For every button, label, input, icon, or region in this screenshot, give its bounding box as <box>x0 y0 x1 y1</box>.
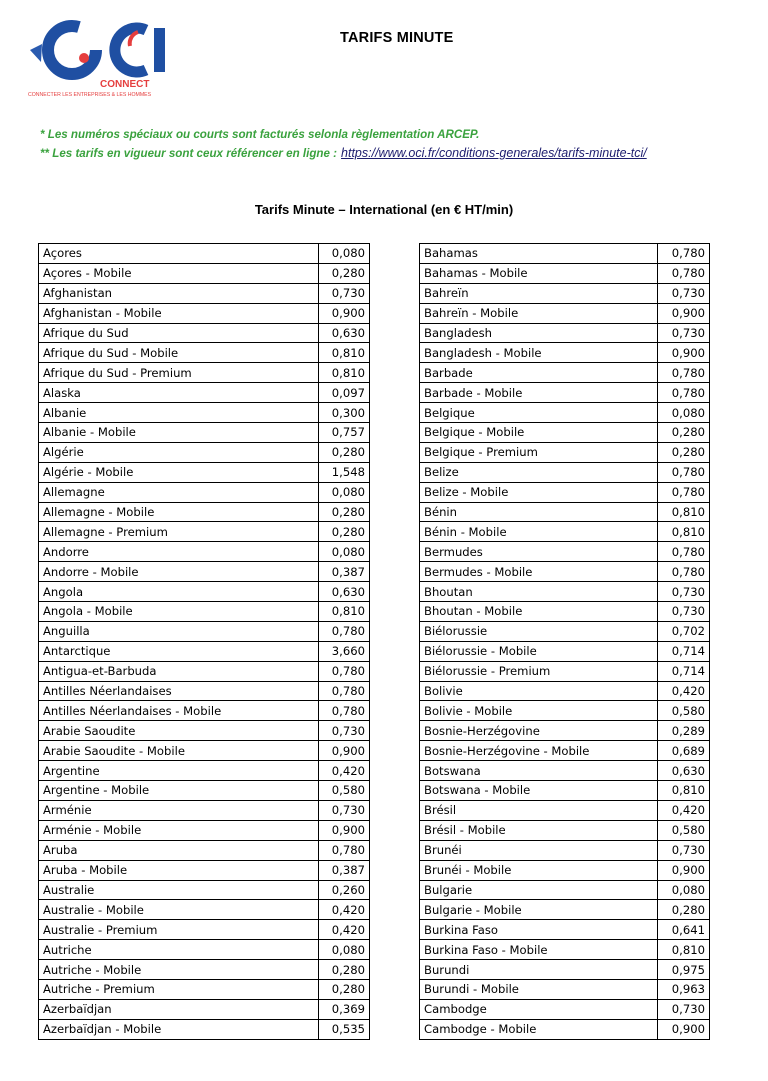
rate-cell: 0,730 <box>658 602 710 622</box>
table-row <box>420 900 710 920</box>
rate-cell: 0,780 <box>658 363 710 383</box>
table-row <box>420 781 710 801</box>
rate-cell: 0,780 <box>658 542 710 562</box>
rate-cell: 0,730 <box>658 582 710 602</box>
country-cell: Andorre - Mobile <box>39 562 319 582</box>
oci-connect-logo <box>26 16 171 102</box>
table-row <box>39 482 370 502</box>
country-cell: Bahreïn <box>420 283 658 303</box>
country-cell: Angola - Mobile <box>39 602 319 622</box>
rate-cell: 0,780 <box>319 681 370 701</box>
country-cell: Burundi <box>420 960 658 980</box>
country-cell: Bulgarie <box>420 880 658 900</box>
country-cell: Bermudes <box>420 542 658 562</box>
rate-cell: 0,080 <box>319 940 370 960</box>
rate-cell: 0,730 <box>658 840 710 860</box>
country-cell: Algérie <box>39 442 319 462</box>
country-cell: Albanie - Mobile <box>39 423 319 443</box>
table-row <box>420 403 710 423</box>
rate-cell: 0,810 <box>658 940 710 960</box>
country-cell: Brunéi <box>420 840 658 860</box>
rate-cell: 0,780 <box>658 462 710 482</box>
country-cell: Autriche - Mobile <box>39 960 319 980</box>
table-row <box>420 363 710 383</box>
rate-cell: 0,780 <box>319 621 370 641</box>
country-cell: Autriche <box>39 940 319 960</box>
table-row <box>39 681 370 701</box>
table-row <box>420 482 710 502</box>
country-cell: Burundi - Mobile <box>420 979 658 999</box>
table-row <box>420 800 710 820</box>
table-row <box>39 920 370 940</box>
table-row <box>39 244 370 264</box>
table-row <box>39 502 370 522</box>
rate-cell: 0,280 <box>319 263 370 283</box>
rate-cell: 0,387 <box>319 860 370 880</box>
table-row <box>420 641 710 661</box>
table-row <box>420 303 710 323</box>
table-row <box>39 582 370 602</box>
country-cell: Argentine - Mobile <box>39 781 319 801</box>
country-cell: Bhoutan <box>420 582 658 602</box>
rate-cell: 0,730 <box>658 323 710 343</box>
country-cell: Bermudes - Mobile <box>420 562 658 582</box>
table-row <box>420 442 710 462</box>
country-cell: Belgique <box>420 403 658 423</box>
table-row <box>420 1019 710 1039</box>
rate-cell: 0,900 <box>658 303 710 323</box>
table-row <box>39 283 370 303</box>
rate-cell: 0,260 <box>319 880 370 900</box>
country-cell: Australie - Premium <box>39 920 319 940</box>
country-cell: Autriche - Premium <box>39 979 319 999</box>
country-cell: Antarctique <box>39 641 319 661</box>
rate-cell: 0,730 <box>319 721 370 741</box>
table-row <box>420 522 710 542</box>
country-cell: Anguilla <box>39 621 319 641</box>
table-row <box>39 800 370 820</box>
table-row <box>420 502 710 522</box>
rate-cell: 0,780 <box>319 701 370 721</box>
table-row <box>39 999 370 1019</box>
table-row <box>420 582 710 602</box>
rate-cell: 0,289 <box>658 721 710 741</box>
country-cell: Bahamas - Mobile <box>420 263 658 283</box>
table-row <box>39 960 370 980</box>
rate-cell: 0,730 <box>319 800 370 820</box>
table-row <box>420 701 710 721</box>
rate-cell: 0,080 <box>319 244 370 264</box>
table-row <box>39 940 370 960</box>
rate-cell: 0,714 <box>658 661 710 681</box>
rate-cell: 0,757 <box>319 423 370 443</box>
country-cell: Azerbaïdjan <box>39 999 319 1019</box>
country-cell: Australie <box>39 880 319 900</box>
rate-cell: 0,780 <box>658 482 710 502</box>
table-row <box>39 1019 370 1039</box>
svg-text:CONNECTER LES ENTREPRISES & LE: CONNECTER LES ENTREPRISES & LES HOMMES <box>28 92 152 98</box>
country-cell: Belize - Mobile <box>420 482 658 502</box>
rate-cell: 0,580 <box>658 820 710 840</box>
country-cell: Açores - Mobile <box>39 263 319 283</box>
table-row <box>39 263 370 283</box>
section-title: Tarifs Minute – International (en € HT/min) <box>254 202 514 217</box>
country-cell: Arménie - Mobile <box>39 820 319 840</box>
country-cell: Burkina Faso <box>420 920 658 940</box>
table-row <box>420 323 710 343</box>
rate-cell: 0,810 <box>658 522 710 542</box>
table-row <box>39 820 370 840</box>
country-cell: Bhoutan - Mobile <box>420 602 658 622</box>
rate-cell: 0,097 <box>319 383 370 403</box>
country-cell: Brésil <box>420 800 658 820</box>
country-cell: Botswana <box>420 761 658 781</box>
rate-cell: 0,810 <box>319 363 370 383</box>
rate-cell: 0,689 <box>658 741 710 761</box>
table-row <box>39 661 370 681</box>
rate-cell: 0,641 <box>658 920 710 940</box>
country-cell: Albanie <box>39 403 319 423</box>
table-row <box>39 840 370 860</box>
rate-cell: 0,630 <box>658 761 710 781</box>
country-cell: Alaska <box>39 383 319 403</box>
country-cell: Antilles Néerlandaises - Mobile <box>39 701 319 721</box>
table-row <box>39 641 370 661</box>
svg-text:CONNECT: CONNECT <box>100 79 150 90</box>
rate-cell: 0,580 <box>658 701 710 721</box>
table-row <box>420 244 710 264</box>
rate-cell: 0,280 <box>319 960 370 980</box>
rate-cell: 0,630 <box>319 582 370 602</box>
table-row <box>420 562 710 582</box>
table-row <box>420 840 710 860</box>
rates-table-left <box>38 243 370 1040</box>
rate-cell: 0,280 <box>319 522 370 542</box>
country-cell: Allemagne <box>39 482 319 502</box>
rate-cell: 0,730 <box>658 283 710 303</box>
rate-cell: 0,900 <box>319 820 370 840</box>
country-cell: Afghanistan - Mobile <box>39 303 319 323</box>
rate-cell: 0,280 <box>319 442 370 462</box>
country-cell: Antigua-et-Barbuda <box>39 661 319 681</box>
rate-cell: 0,420 <box>319 761 370 781</box>
table-row <box>420 383 710 403</box>
rate-cell: 0,280 <box>319 979 370 999</box>
table-row <box>420 860 710 880</box>
rate-cell: 0,300 <box>319 403 370 423</box>
rate-cell: 0,810 <box>319 602 370 622</box>
country-cell: Brunéi - Mobile <box>420 860 658 880</box>
rate-cell: 0,900 <box>658 343 710 363</box>
rate-cell: 0,630 <box>319 323 370 343</box>
rate-cell: 0,963 <box>658 979 710 999</box>
country-cell: Burkina Faso - Mobile <box>420 940 658 960</box>
country-cell: Botswana - Mobile <box>420 781 658 801</box>
country-cell: Arabie Saoudite <box>39 721 319 741</box>
table-row <box>39 303 370 323</box>
country-cell: Brésil - Mobile <box>420 820 658 840</box>
rate-cell: 0,535 <box>319 1019 370 1039</box>
rate-cell: 0,810 <box>658 781 710 801</box>
table-row <box>39 860 370 880</box>
rate-cell: 0,420 <box>319 900 370 920</box>
rate-cell: 0,780 <box>319 840 370 860</box>
table-row <box>39 602 370 622</box>
table-row <box>420 761 710 781</box>
country-cell: Bosnie-Herzégovine - Mobile <box>420 741 658 761</box>
table-row <box>39 383 370 403</box>
rate-cell: 0,730 <box>319 283 370 303</box>
country-cell: Bosnie-Herzégovine <box>420 721 658 741</box>
rate-cell: 0,080 <box>319 542 370 562</box>
country-cell: Bénin - Mobile <box>420 522 658 542</box>
table-row <box>420 920 710 940</box>
logo-mark <box>26 16 171 102</box>
table-row <box>420 423 710 443</box>
table-row <box>39 542 370 562</box>
rate-cell: 0,780 <box>658 383 710 403</box>
country-cell: Algérie - Mobile <box>39 462 319 482</box>
rate-cell: 3,660 <box>319 641 370 661</box>
rates-table-right <box>419 243 710 1040</box>
country-cell: Bangladesh - Mobile <box>420 343 658 363</box>
table-row <box>420 999 710 1019</box>
table-row <box>39 522 370 542</box>
table-row <box>420 263 710 283</box>
page-title: TARIFS MINUTE <box>340 30 454 46</box>
table-row <box>39 900 370 920</box>
country-cell: Antilles Néerlandaises <box>39 681 319 701</box>
rate-cell: 0,080 <box>658 403 710 423</box>
rate-cell: 0,780 <box>658 263 710 283</box>
country-cell: Cambodge - Mobile <box>420 1019 658 1039</box>
note-online-rates <box>40 144 647 163</box>
country-cell: Aruba - Mobile <box>39 860 319 880</box>
table-row <box>39 741 370 761</box>
country-cell: Bénin <box>420 502 658 522</box>
table-row <box>39 701 370 721</box>
country-cell: Angola <box>39 582 319 602</box>
table-row <box>39 343 370 363</box>
country-cell: Bangladesh <box>420 323 658 343</box>
table-row <box>420 681 710 701</box>
table-row <box>39 880 370 900</box>
country-cell: Aruba <box>39 840 319 860</box>
table-row <box>39 621 370 641</box>
country-cell: Bahreïn - Mobile <box>420 303 658 323</box>
note-arcep: * Les numéros spéciaux ou courts sont facturés selonla règlementation ARCEP. <box>40 128 480 141</box>
country-cell: Biélorussie - Premium <box>420 661 658 681</box>
rate-cell: 0,900 <box>658 1019 710 1039</box>
country-cell: Belgique - Premium <box>420 442 658 462</box>
country-cell: Barbade - Mobile <box>420 383 658 403</box>
country-cell: Andorre <box>39 542 319 562</box>
rates-link[interactable]: https://www.oci.fr/conditions-generales/tarifs-minute-tci/ <box>341 146 647 160</box>
country-cell: Bahamas <box>420 244 658 264</box>
table-row <box>420 343 710 363</box>
rate-cell: 0,280 <box>658 442 710 462</box>
rate-cell: 0,810 <box>658 502 710 522</box>
country-cell: Belgique - Mobile <box>420 423 658 443</box>
rate-cell: 0,730 <box>658 999 710 1019</box>
table-row <box>39 442 370 462</box>
rate-cell: 0,714 <box>658 641 710 661</box>
rate-cell: 0,280 <box>658 900 710 920</box>
table-row <box>420 283 710 303</box>
country-cell: Bulgarie - Mobile <box>420 900 658 920</box>
country-cell: Barbade <box>420 363 658 383</box>
note-online-label: ** Les tarifs en vigueur sont ceux référencer en ligne : <box>40 147 338 160</box>
table-row <box>39 721 370 741</box>
country-cell: Allemagne - Premium <box>39 522 319 542</box>
table-row <box>420 960 710 980</box>
rate-cell: 0,975 <box>658 960 710 980</box>
rate-cell: 0,420 <box>658 800 710 820</box>
country-cell: Bolivie <box>420 681 658 701</box>
rate-cell: 0,900 <box>658 860 710 880</box>
table-row <box>420 602 710 622</box>
table-row <box>39 323 370 343</box>
rate-cell: 0,387 <box>319 562 370 582</box>
country-cell: Açores <box>39 244 319 264</box>
rate-cell: 0,780 <box>658 562 710 582</box>
rate-cell: 0,780 <box>319 661 370 681</box>
country-cell: Afrique du Sud - Mobile <box>39 343 319 363</box>
rate-cell: 0,080 <box>319 482 370 502</box>
table-row <box>420 979 710 999</box>
rate-cell: 0,580 <box>319 781 370 801</box>
rate-cell: 0,420 <box>319 920 370 940</box>
table-row <box>420 741 710 761</box>
table-row <box>39 462 370 482</box>
rate-cell: 0,900 <box>319 741 370 761</box>
rate-cell: 0,280 <box>658 423 710 443</box>
rate-cell: 0,702 <box>658 621 710 641</box>
table-row <box>420 621 710 641</box>
rate-cell: 0,900 <box>319 303 370 323</box>
table-row <box>420 661 710 681</box>
table-row <box>420 542 710 562</box>
country-cell: Arménie <box>39 800 319 820</box>
rate-cell: 0,780 <box>658 244 710 264</box>
country-cell: Biélorussie - Mobile <box>420 641 658 661</box>
table-row <box>39 403 370 423</box>
table-row <box>39 979 370 999</box>
rate-cell: 0,810 <box>319 343 370 363</box>
table-row <box>39 363 370 383</box>
table-row <box>420 820 710 840</box>
country-cell: Afrique du Sud <box>39 323 319 343</box>
country-cell: Cambodge <box>420 999 658 1019</box>
table-row <box>39 761 370 781</box>
country-cell: Azerbaïdjan - Mobile <box>39 1019 319 1039</box>
table-row <box>420 940 710 960</box>
country-cell: Australie - Mobile <box>39 900 319 920</box>
table-row <box>39 423 370 443</box>
country-cell: Bolivie - Mobile <box>420 701 658 721</box>
rate-cell: 0,280 <box>319 502 370 522</box>
table-row <box>420 721 710 741</box>
table-row <box>39 562 370 582</box>
table-row <box>420 880 710 900</box>
notes-block <box>40 126 647 163</box>
country-cell: Biélorussie <box>420 621 658 641</box>
table-row <box>39 781 370 801</box>
country-cell: Allemagne - Mobile <box>39 502 319 522</box>
country-cell: Afrique du Sud - Premium <box>39 363 319 383</box>
country-cell: Arabie Saoudite - Mobile <box>39 741 319 761</box>
country-cell: Belize <box>420 462 658 482</box>
country-cell: Argentine <box>39 761 319 781</box>
rate-cell: 0,420 <box>658 681 710 701</box>
rate-cell: 1,548 <box>319 462 370 482</box>
country-cell: Afghanistan <box>39 283 319 303</box>
table-row <box>420 462 710 482</box>
rate-cell: 0,080 <box>658 880 710 900</box>
rate-cell: 0,369 <box>319 999 370 1019</box>
